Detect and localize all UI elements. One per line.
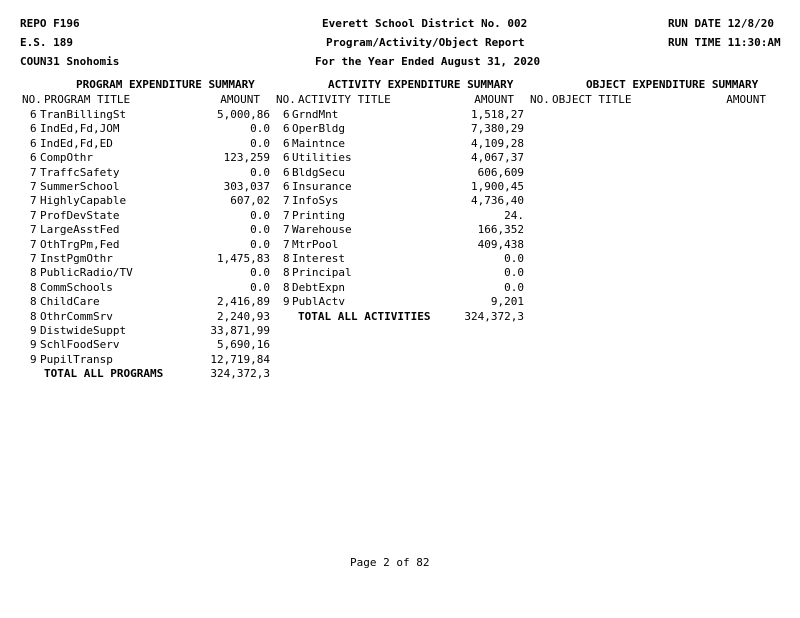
- object-no-header: NO.: [530, 93, 550, 106]
- row-amount: 607,02: [230, 194, 270, 208]
- row-amount: 1,900,45: [471, 180, 524, 193]
- row-title: ProfDevState: [40, 208, 120, 222]
- row-title: BldgSecu: [292, 165, 345, 179]
- run-time: RUN TIME 11:30:AM: [668, 36, 781, 49]
- row-title: LargeAsstFed: [40, 223, 120, 237]
- row-amount: 0.0: [250, 266, 270, 280]
- activity-total-row: [0, 310, 530, 324]
- row-title: MtrPool: [292, 237, 339, 251]
- activity-summary-heading: ACTIVITY EXPENDITURE SUMMARY: [328, 78, 514, 91]
- table-row: [0, 266, 524, 280]
- row-amount: 4,109,28: [471, 136, 524, 150]
- row-no: 8: [30, 280, 37, 294]
- row-amount: 5,690,16: [217, 338, 270, 352]
- table-row: [0, 180, 524, 194]
- row-no: 7: [283, 237, 290, 251]
- program-summary-heading: PROGRAM EXPENDITURE SUMMARY: [76, 78, 255, 91]
- row-title: Printing: [292, 208, 345, 222]
- row-title: DistwideSuppt: [40, 324, 127, 337]
- row-no: 6: [30, 108, 37, 121]
- row-title: IndEd,Fd,ED: [40, 136, 113, 150]
- row-amount: 4,736,40: [471, 194, 524, 208]
- table-row: [0, 137, 524, 151]
- row-title: PublActv: [292, 295, 345, 309]
- row-amount: 33,871,99: [210, 324, 270, 337]
- object-summary-heading: OBJECT EXPENDITURE SUMMARY: [586, 78, 759, 91]
- report-id: REPO F196: [20, 17, 80, 30]
- program-total-amount: 324,372,3: [210, 367, 270, 380]
- column-header-row: [0, 93, 800, 107]
- row-no: 6: [30, 122, 37, 136]
- row-amount: 606,609: [477, 165, 524, 179]
- row-amount: 409,438: [477, 237, 524, 251]
- row-no: 7: [283, 194, 290, 208]
- row-no: 7: [30, 252, 37, 265]
- row-no: 6: [283, 122, 290, 136]
- row-no: 6: [283, 108, 290, 121]
- row-amount: 0.0: [250, 122, 270, 136]
- report-period: For the Year Ended August 31, 2020: [315, 55, 541, 68]
- activity-total-amount: 324,372,3: [464, 310, 524, 323]
- row-no: 6: [283, 136, 290, 150]
- table-row: [0, 209, 524, 223]
- program-no-header: NO.: [22, 93, 42, 106]
- table-row: [0, 324, 270, 338]
- program-total-row: [0, 367, 280, 381]
- row-title: Principal: [292, 266, 352, 280]
- program-title-header: PROGRAM TITLE: [44, 93, 131, 106]
- row-title: IndEd,Fd,JOM: [40, 122, 120, 136]
- row-no: 8: [283, 280, 290, 294]
- table-row: [0, 338, 270, 352]
- table-row: [0, 122, 524, 136]
- row-title: SchlFoodServ: [40, 338, 120, 352]
- row-amount: 166,352: [477, 223, 524, 237]
- row-no: 8: [30, 295, 37, 309]
- row-amount: 4,067,37: [471, 151, 524, 165]
- program-total-label: TOTAL ALL PROGRAMS: [44, 367, 164, 380]
- district-name: Everett School District No. 002: [322, 17, 528, 30]
- table-row: [0, 166, 524, 180]
- county: COUN31 Snohomis: [20, 55, 120, 68]
- activity-amount-header: AMOUNT: [474, 93, 514, 106]
- row-title: Insurance: [292, 180, 352, 193]
- row-amount: 1,518,27: [471, 108, 524, 121]
- row-no: 7: [30, 237, 37, 251]
- row-no: 8: [30, 266, 37, 280]
- row-no: 8: [30, 309, 37, 323]
- table-row: [0, 281, 524, 295]
- row-no: 9: [30, 324, 37, 337]
- row-amount: 5,000,86: [217, 108, 270, 121]
- report-title: Program/Activity/Object Report: [326, 36, 525, 49]
- row-title: CommSchools: [40, 280, 113, 294]
- row-no: 6: [283, 151, 290, 165]
- row-title: ChildCare: [40, 295, 100, 309]
- table-row: [0, 151, 524, 165]
- row-no: 8: [283, 266, 290, 280]
- row-amount: 24.: [504, 208, 524, 222]
- program-amount-header: AMOUNT: [220, 93, 260, 106]
- table-row: [0, 223, 524, 237]
- table-row: [0, 194, 524, 208]
- row-title: Interest: [292, 252, 345, 265]
- row-amount: 0.0: [250, 165, 270, 179]
- row-no: 7: [30, 223, 37, 237]
- row-no: 9: [30, 338, 37, 352]
- table-row: [0, 353, 270, 367]
- object-title-header: OBJECT TITLE: [552, 93, 632, 106]
- row-title: PublicRadio/TV: [40, 266, 133, 280]
- row-no: 9: [283, 295, 290, 309]
- row-no: 7: [30, 208, 37, 222]
- row-no: 9: [30, 352, 37, 366]
- row-title: DebtExpn: [292, 280, 345, 294]
- table-row: [0, 252, 524, 266]
- row-amount: 0.0: [250, 208, 270, 222]
- activity-total-label: TOTAL ALL ACTIVITIES: [298, 310, 431, 323]
- row-amount: 2,416,89: [217, 295, 270, 309]
- row-title: InstPgmOthr: [40, 252, 113, 265]
- activity-title-header: ACTIVITY TITLE: [298, 93, 391, 106]
- table-row: [0, 295, 524, 309]
- row-title: TranBillingSt: [40, 108, 127, 121]
- row-title: OthrCommSrv: [40, 309, 113, 323]
- row-amount: 0.0: [250, 237, 270, 251]
- row-title: HighlyCapable: [40, 194, 127, 208]
- row-amount: 303,037: [223, 180, 270, 193]
- row-amount: 0.0: [250, 136, 270, 150]
- row-amount: 0.0: [250, 280, 270, 294]
- row-no: 6: [283, 165, 290, 179]
- row-no: 7: [283, 223, 290, 237]
- row-title: InfoSys: [292, 194, 339, 208]
- row-title: OperBldg: [292, 122, 345, 136]
- row-amount: 9,201: [490, 295, 524, 309]
- row-title: OthTrgPm,Fed: [40, 237, 120, 251]
- row-title: CompOthr: [40, 151, 93, 165]
- row-no: 7: [30, 194, 37, 208]
- row-amount: 7,380,29: [471, 122, 524, 136]
- row-title: GrndMnt: [292, 108, 339, 121]
- row-no: 7: [30, 165, 37, 179]
- esd-number: E.S. 189: [20, 36, 73, 49]
- row-amount: 0.0: [504, 252, 524, 265]
- row-no: 6: [30, 151, 37, 165]
- row-amount: 0.0: [250, 223, 270, 237]
- row-amount: 12,719,84: [210, 352, 270, 366]
- table-row: [0, 108, 524, 122]
- object-amount-header: AMOUNT: [726, 93, 766, 106]
- row-title: Maintnce: [292, 136, 345, 150]
- row-amount: 123,259: [223, 151, 270, 165]
- run-date: RUN DATE 12/8/20: [668, 17, 774, 30]
- row-amount: 0.0: [504, 266, 524, 280]
- activity-no-header: NO.: [276, 93, 296, 106]
- table-row: [0, 238, 524, 252]
- row-amount: 1,475,83: [217, 252, 270, 265]
- row-no: 6: [30, 136, 37, 150]
- row-title: Warehouse: [292, 223, 352, 237]
- row-no: 7: [30, 180, 37, 193]
- row-amount: 2,240,93: [217, 309, 270, 323]
- page-number: Page 2 of 82: [350, 556, 430, 569]
- row-title: TraffcSafety: [40, 165, 120, 179]
- row-no: 6: [283, 180, 290, 193]
- row-title: PupilTransp: [40, 352, 113, 366]
- row-title: Utilities: [292, 151, 352, 165]
- row-no: 8: [283, 252, 290, 265]
- row-no: 7: [283, 208, 290, 222]
- row-title: SummerSchool: [40, 180, 120, 193]
- row-amount: 0.0: [504, 280, 524, 294]
